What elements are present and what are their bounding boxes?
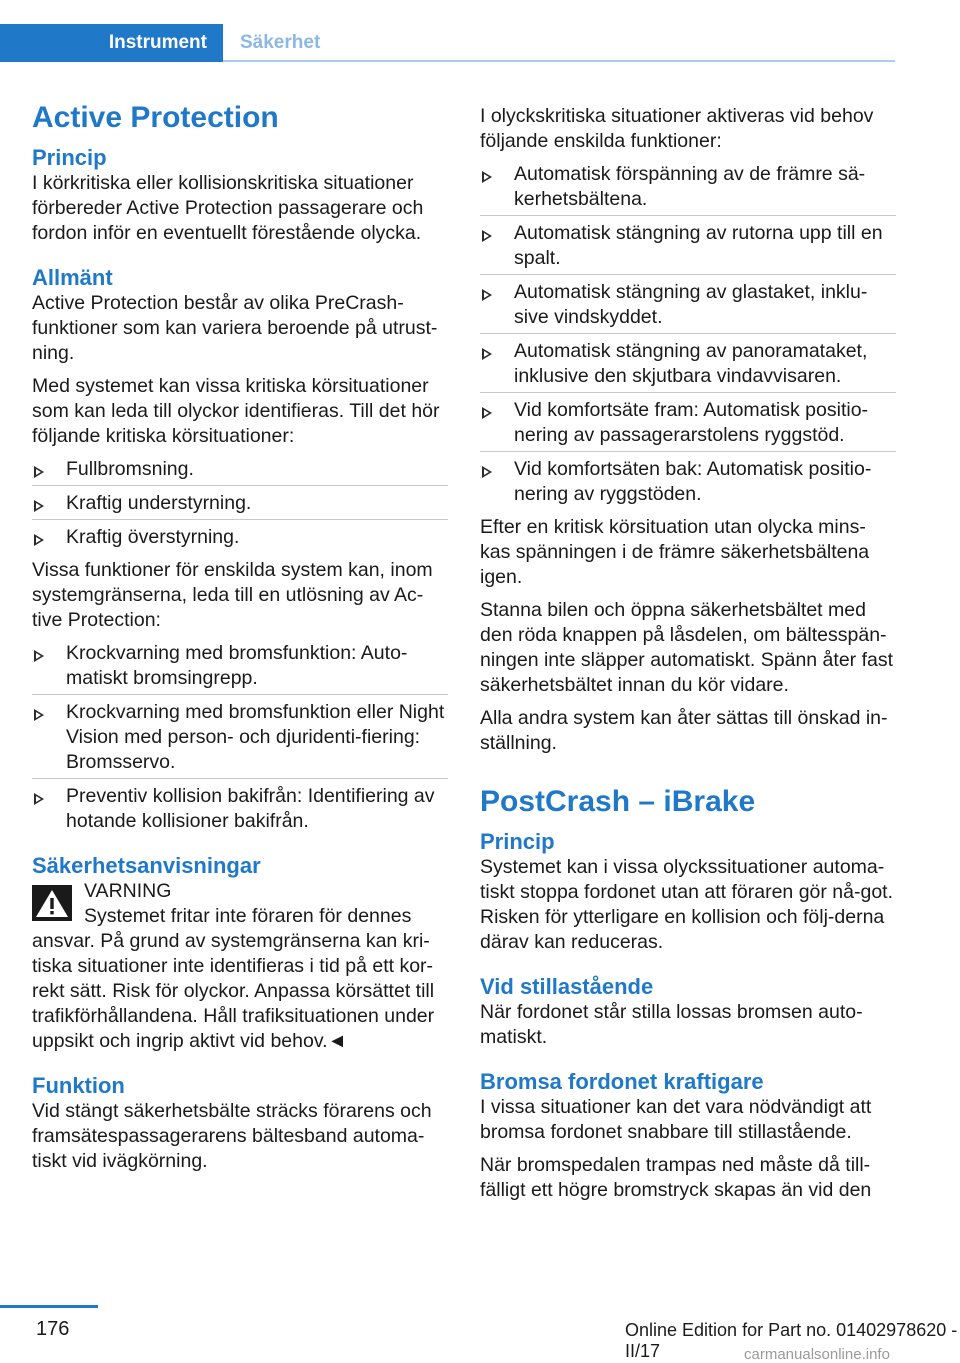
list-item: Automatisk stängning av panoramataket, inklusive den skjutbara vindavvisaren. xyxy=(480,339,896,389)
bullet-triangle-icon xyxy=(34,793,44,805)
after-paragraph-2: Stanna bilen och öppna säkerhetsbältet med den röda knappen på låsdelen, om bältesspän-ningen inte släpper automatiskt. Spänn åter fast säkerhetsbältet innan du kör vidare. xyxy=(480,599,894,696)
triggers-list xyxy=(32,641,448,834)
functions-list xyxy=(480,162,896,507)
page-number: 176 xyxy=(36,1318,70,1340)
situations-list xyxy=(32,457,448,550)
princip-text: I körkritiska eller kollisionskritiska situationer förbereder Active Protection passagerare och fordon inför en eventuellt förestående olycka. xyxy=(32,172,424,244)
allmant-paragraph-3: Vissa funktioner för enskilda system kan, inom systemgränserna, leda till en utlösning av Ac-tive Protection: xyxy=(32,559,433,631)
bullet-triangle-icon xyxy=(34,500,44,512)
postcrash-princip-text: Systemet kan i vissa olyckssituationer automa-tiskt stoppa fordonet utan att föraren gör nå-got. Risken för ytterligare en kollision och följ-derna därav kan reduceras. xyxy=(480,856,894,953)
heading-vid-stillastaende: Vid stillastående xyxy=(480,974,654,999)
section-title-active-protection: Active Protection xyxy=(32,101,279,134)
list-item: Vid komfortsäte fram: Automatisk positio-nering av passagerarstolens ryggstöd. xyxy=(480,398,896,448)
section-title-postcrash: PostCrash – iBrake xyxy=(480,785,756,818)
bullet-triangle-icon xyxy=(34,650,44,662)
bullet-triangle-icon xyxy=(482,230,492,242)
heading-princip-2: Princip xyxy=(480,829,555,854)
list-item: Automatisk stängning av rutorna upp till en spalt. xyxy=(480,221,896,271)
left-column xyxy=(32,100,448,1174)
edition-info: Online Edition for Part no. 01402978620 - II/17 xyxy=(625,1320,958,1361)
tab-instrument[interactable]: Instrument xyxy=(0,24,223,62)
stillastaende-text: När fordonet står stilla lossas bromsen auto-matiskt. xyxy=(480,1001,863,1048)
list-item: Automatisk stängning av glastaket, inklu-sive vindskyddet. xyxy=(480,280,896,330)
heading-funktion: Funktion xyxy=(32,1073,125,1098)
list-item: Preventiv kollision bakifrån: Identifiering av hotande kollisioner bakifrån. xyxy=(32,784,448,834)
tab-sakerhet[interactable]: Säkerhet xyxy=(240,32,321,53)
warning-label: VARNING xyxy=(84,880,172,902)
right-column xyxy=(480,104,896,1203)
list-item: Krockvarning med bromsfunktion eller Night Vision med person- och djuridenti-fiering: Bromsservo. xyxy=(32,700,448,775)
heading-sakerhetsanvisningar: Säkerhetsanvisningar xyxy=(32,853,261,878)
warning-triangle-icon xyxy=(32,885,72,921)
bullet-triangle-icon xyxy=(34,709,44,721)
after-paragraph-3: Alla andra system kan åter sättas till önskad in-ställning. xyxy=(480,707,888,754)
footer-accent-line xyxy=(0,1305,98,1308)
bullet-triangle-icon xyxy=(34,534,44,546)
list-item: Fullbromsning. xyxy=(32,457,448,482)
allmant-paragraph-2: Med systemet kan vissa kritiska körsituationer som kan leda till olyckor identifieras. Till det hör följande kritiska körsituationer: xyxy=(32,375,440,447)
warning-text: Systemet fritar inte föraren för dennes ansvar. På grund av systemgränserna kan kri-tiska situationer inte identifieras i tid på ett kor-rekt sätt. Risk för olyckor. Anpassa körsättet till trafikförhållandena. Håll trafiksituationen under uppsikt och ingrip aktivt vid behov.◄ xyxy=(32,905,435,1052)
list-item: Kraftig understyrning. xyxy=(32,491,448,516)
heading-princip: Princip xyxy=(32,145,107,170)
watermark: carmanualsonline.info xyxy=(744,1346,890,1363)
bromsa-paragraph-1: I vissa situationer kan det vara nödvändigt att bromsa fordonet snabbare till stillastående. xyxy=(480,1096,872,1143)
heading-allmant: Allmänt xyxy=(32,265,113,290)
bromsa-paragraph-2: När bromspedalen trampas ned måste då till-fälligt ett högre bromstryck skapas än vid den xyxy=(480,1154,872,1201)
bullet-triangle-icon xyxy=(482,466,492,478)
list-item: Kraftig överstyrning. xyxy=(32,525,448,550)
header-tabbar xyxy=(0,24,895,62)
heading-bromsa-kraftigare: Bromsa fordonet kraftigare xyxy=(480,1069,764,1094)
warning-block xyxy=(32,879,448,1054)
bullet-triangle-icon xyxy=(482,171,492,183)
list-item: Automatisk förspänning av de främre sä-kerhetsbältena. xyxy=(480,162,896,212)
bullet-triangle-icon xyxy=(482,289,492,301)
bullet-triangle-icon xyxy=(482,348,492,360)
allmant-paragraph-1: Active Protection består av olika PreCrash-funktioner som kan variera beroende på utrust-ning. xyxy=(32,292,438,364)
functions-intro: I olyckskritiska situationer aktiveras vid behov följande enskilda funktioner: xyxy=(480,105,874,152)
list-item: Vid komfortsäten bak: Automatisk positio-nering av ryggstöden. xyxy=(480,457,896,507)
bullet-triangle-icon xyxy=(482,407,492,419)
header-divider xyxy=(223,60,895,62)
after-paragraph-1: Efter en kritisk körsituation utan olycka mins-kas spänningen i de främre säkerhetsbältena igen. xyxy=(480,516,870,588)
bullet-triangle-icon xyxy=(34,466,44,478)
list-item: Krockvarning med bromsfunktion: Auto-matiskt bromsingrepp. xyxy=(32,641,448,691)
funktion-text: Vid stängt säkerhetsbälte sträcks förarens och framsätespassagerarens bältesband automa-tiskt vid ivägkörning. xyxy=(32,1100,432,1172)
